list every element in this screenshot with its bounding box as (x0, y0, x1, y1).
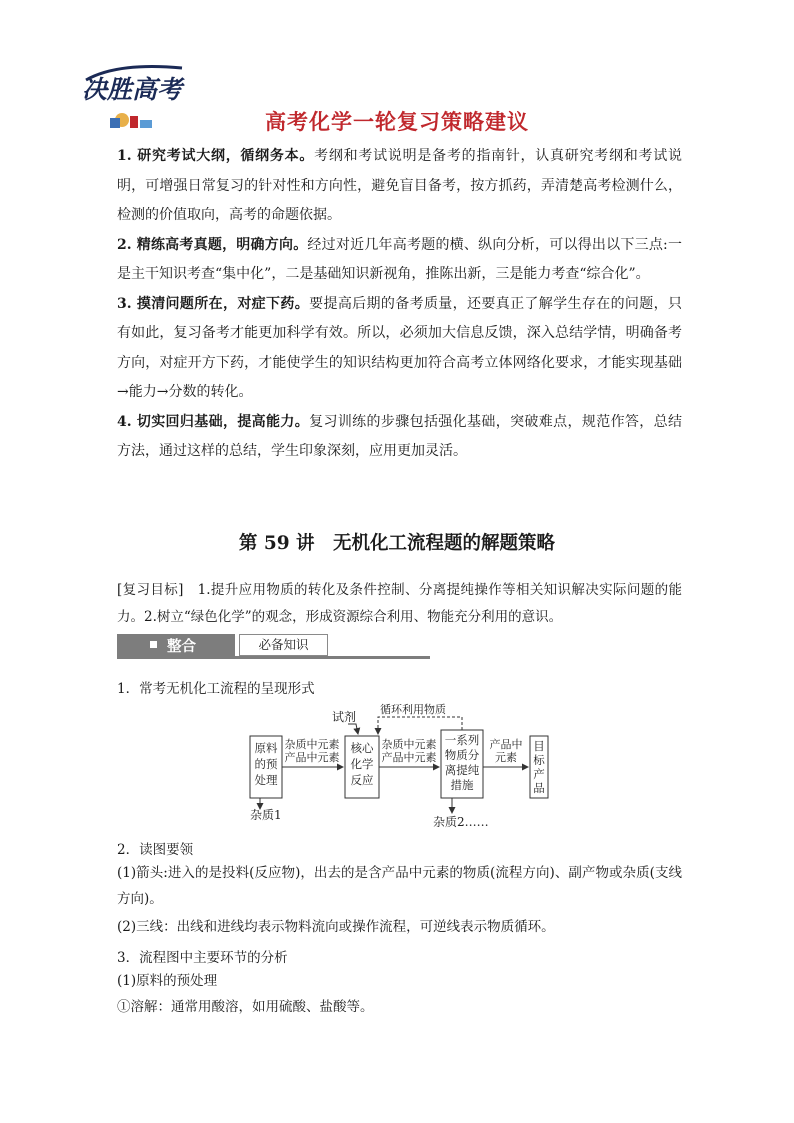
banner-tab: 必备知识 (239, 634, 328, 656)
main-title: 高考化学一轮复习策略建议 (265, 110, 529, 134)
strategy-text: 考纲和考试说明是备考的指南针，认真研究考纲和考试说明，可增强日常复习的针对性和方向性，避免盲目备考，按方抓药，弄清楚高考检测什么，检测的价值取向，高考的命题依据。 (117, 148, 682, 223)
strategy-item (117, 290, 682, 408)
reading-point: (2)三线：出线和进线均表示物料流向或操作流程，可逆线表示物质循环。 (117, 919, 555, 935)
strategy-list (117, 142, 682, 467)
box4-line: 品 (533, 781, 545, 795)
reagent-arrow (348, 724, 358, 734)
strategy-item (117, 408, 682, 467)
section-banner (117, 634, 430, 659)
lecture-title: 第 59 讲 无机化工流程题的解题策略 (238, 533, 556, 554)
box3-line: 措施 (450, 778, 474, 792)
strategy-text: 复习训练的步骤包括强化基础，突破难点，规范作答，总结方法，通过这样的总结，学生印象深刻，应用更加灵活。 (117, 413, 682, 459)
strategy-heading: 1. 研究考试大纲，循纲务本。 (117, 148, 315, 164)
arrow2-label: 杂质中元素 (381, 738, 437, 751)
strategy-item (117, 231, 682, 290)
reading-point: (1)箭头:进入的是投料(反应物)，出去的是含产品中元素的物质(流程方向)、副产物或杂质(支线方向)。 (117, 865, 682, 907)
box1-line: 处理 (254, 773, 278, 787)
subsection-heading: (1)原料的预处理 (117, 973, 218, 989)
strategy-item (117, 142, 682, 231)
box4-line: 标 (533, 753, 545, 767)
box3-line: 离提纯 (444, 763, 480, 777)
box3-line: 一系列 (444, 733, 480, 747)
box4-line: 产 (533, 767, 545, 781)
arrow1-label: 产品中元素 (284, 751, 340, 764)
square-bullet-icon (150, 641, 157, 648)
strategy-text: 经过对近几年高考题的横、纵向分析，可以得出以下三点:一是主干知识考查“集中化”，二是基础知识新视角，推陈出新，三是能力考查“综合化”。 (117, 236, 682, 282)
strategy-heading: 3. 摸清问题所在，对症下药。 (117, 295, 310, 312)
review-goal: [复习目标] 1.提升应用物质的转化及条件控制、分离提纯操作等相关知识解决实际问题的能力。2.树立“绿色化学”的观念，形成资源综合利用、物能充分利用的意识。 (117, 582, 682, 625)
arrow2-label: 产品中元素 (381, 751, 437, 764)
banner-underline (117, 656, 430, 659)
impurity1-label: 杂质1 (250, 808, 282, 822)
reagent-label: 试剂 (332, 710, 357, 724)
arrow3-label: 元素 (495, 751, 517, 764)
flow-diagram-svg (228, 700, 578, 835)
strategy-text: 要提高后期的备考质量，还要真正了解学生存在的问题，只有如此，复习备考才能更加科学有效。所以，必须加大信息反馈，深入总结学情，明确备考方向，对症开方下药，才能使学生的知识结构更加符合高考立体网络化要求，才能实现基础→能力→分数的转化。 (117, 295, 682, 400)
recycle-label: 循环利用物质 (380, 703, 446, 716)
impurity2-label: 杂质2…… (433, 815, 489, 829)
strategy-heading: 2. 精练高考真题，明确方向。 (117, 236, 308, 253)
box1-line: 原料 (254, 741, 278, 755)
box1-line: 的预 (254, 757, 278, 771)
arrow1-label: 杂质中元素 (284, 738, 340, 751)
section-heading-1: 1．常考无机化工流程的呈现形式 (117, 681, 315, 697)
flow-diagram (228, 700, 578, 835)
banner-heading: 整合 (167, 639, 196, 655)
box2-line: 化学 (350, 757, 374, 771)
arrow3-label: 产品中 (489, 738, 523, 751)
box3-line: 物质分 (444, 748, 480, 762)
logo-text: 决胜高考 (82, 75, 183, 104)
strategy-heading: 4. 切实回归基础，提高能力。 (117, 413, 310, 430)
list-item: ①溶解：通常用酸溶，如用硫酸、盐酸等。 (117, 999, 374, 1015)
box2-line: 反应 (350, 773, 374, 787)
box4-line: 目 (533, 739, 545, 753)
section-heading-2: 2．读图要领 (117, 842, 194, 858)
section-heading-3: 3．流程图中主要环节的分析 (117, 950, 288, 966)
box2-line: 核心 (350, 741, 374, 755)
